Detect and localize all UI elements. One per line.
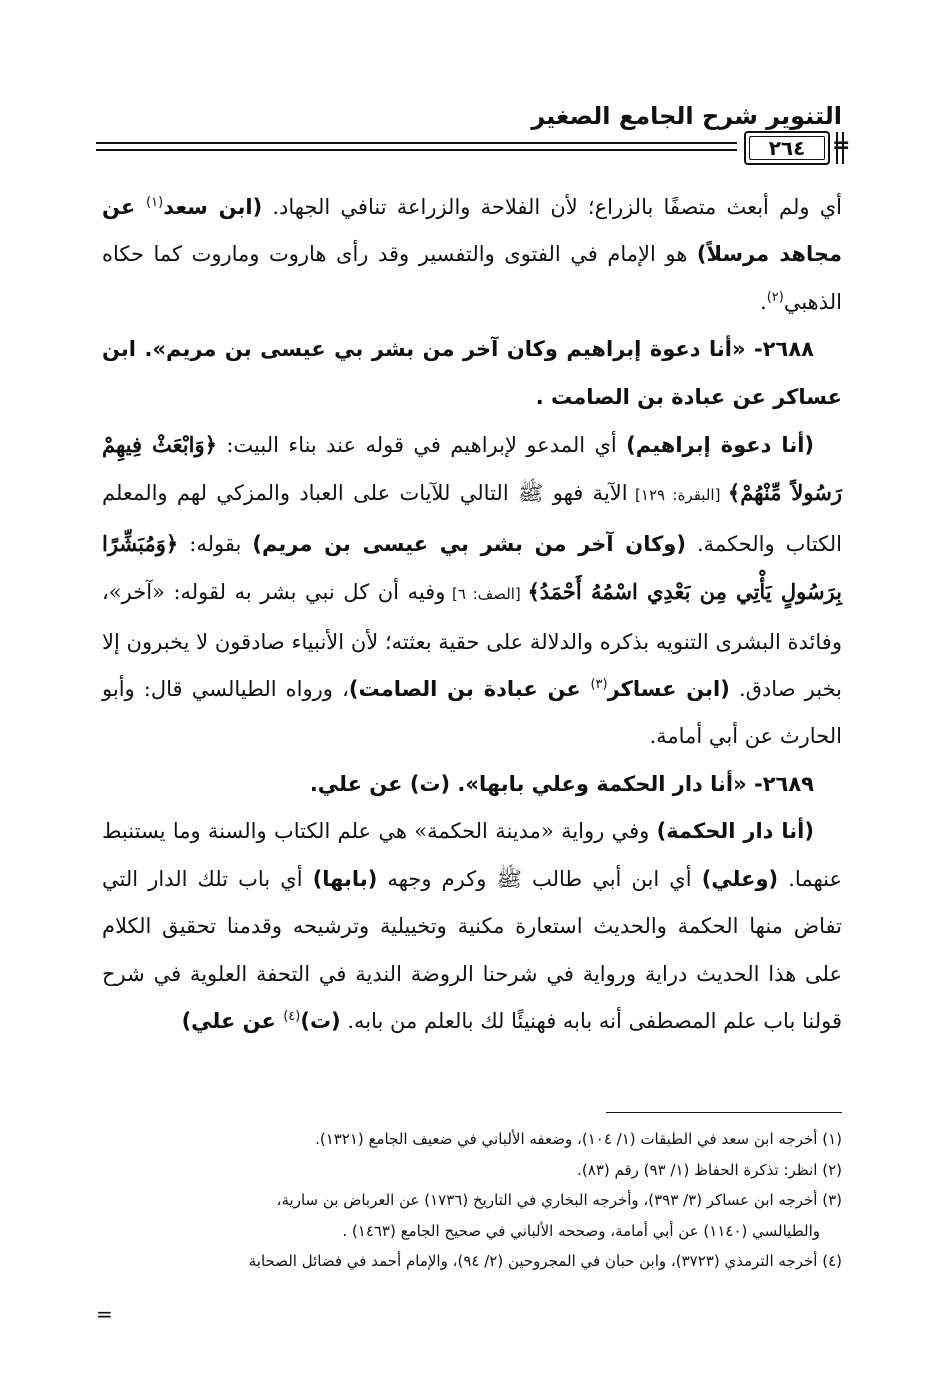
text-run: . (760, 289, 767, 314)
quran-verse: ﴿وَابْعَثْ فِيهِمْ رَسُولاً مِّنْهُمْ﴾ (102, 432, 842, 506)
text-run: هو الإمام في الفتوى والتفسير وقد رأى هاروت وماروت كما حكاه الذهبي (102, 242, 842, 314)
footnote-1: (١) أخرجه ابن سعد في الطبقات (١/ ١٠٤)، وضعفه الألباني في ضعيف الجامع (١٣٢١). (315, 1130, 842, 1148)
header-rule-bottom (96, 149, 737, 151)
footnote-3-continued: والطيالسي (١١٤٠) عن أبي أمامة، وصححه الألباني في صحيح الجامع (١٤٦٣) . (342, 1221, 820, 1240)
text-run: أي باب تلك الدار التي تفاض منها الحكمة والحديث استعارة مكنية وتخييلية وترشيحه وقدمنا تحقيق الكلام على هذا الحديث دراية ورواية في شرحنا الروضة الندية في التحفة العلوية في شرح قولنا باب علم المصطفى أنه بابه فهنيئًا لك بالعلم من بابه. (102, 866, 842, 1033)
footnote-ref-1: (١) (146, 195, 164, 210)
footnote-separator (606, 1112, 842, 1113)
verse-reference: [البقرة: ١٢٩] (627, 486, 728, 505)
paragraph-commentary-3 (102, 808, 842, 1045)
main-text (102, 184, 842, 1045)
hadith-2688: ٢٦٨٨- «أنا دعوة إبراهيم وكان آخر من بشر بي عيسى بن مريم». ابن عساكر عن عبادة بن الصامت . (102, 337, 842, 409)
quran-verse: ﴿وَمُبَشِّرًا بِرَسُولٍ يَأْتِي مِن بَعْدِي اسْمُهُ أَحْمَدُ﴾ (102, 530, 842, 605)
text-run: أي ابن أبي طالب ﷺ وكرم وجهه (377, 866, 702, 891)
footnote-ref-2: (٢) (766, 289, 784, 305)
paragraph-commentary-2 (102, 421, 842, 761)
footnote-ref-3: (٣) (590, 677, 608, 693)
header-rule-top (96, 142, 737, 144)
footnote-4: (٤) أخرجه الترمذي (٣٧٢٣)، وابن حبان في المجروحين (٢/ ٩٤)، والإمام أحمد في فضائل الصحابة (248, 1252, 842, 1270)
footnote-3: (٣) أخرجه ابن عساكر (٣/ ٣٩٣)، وأخرجه البخاري في التاريخ (١٧٣٦) عن العرباض بن سارية، (276, 1191, 842, 1209)
source-citation: (ت) (300, 1008, 341, 1033)
text-run: أي ولم أبعث متصفًا بالزراع؛ لأن الفلاحة والزراعة تنافي الجهاد. (262, 195, 842, 219)
text-run: أي المدعو لإبراهيم في قوله عند بناء البيت: (216, 433, 627, 458)
footnote-ref-4: (٤) (283, 1008, 301, 1024)
text-run: وفيه أن كل نبي بشر به لقوله: «آخر»، وفائدة البشرى التنويه بذكره والدلالة على حقية بعثته؛ لأن الأنبياء صادقون لا يخبرون إلا بخبر صادق. (102, 580, 842, 702)
running-header-title: التنوير شرح الجامع الصغير (531, 102, 842, 130)
quoted-phrase: (أنا دار الحكمة) (656, 819, 814, 844)
text-run: الآية فهو ﷺ التالي للآيات على العباد والمزكي لهم والمعلم الكتاب والحكمة. (102, 481, 842, 556)
quoted-phrase: (وكان آخر من بشر بي عيسى بن مريم) (252, 531, 686, 556)
source-citation: (ابن عساكر (607, 677, 730, 702)
page-number: ٢٦٤ (744, 131, 830, 165)
quoted-phrase: (وعلي) (701, 866, 779, 891)
source-citation: عن مجاهد مرسلاً) (102, 195, 842, 267)
source-citation: عن عبادة بن الصامت) (348, 677, 591, 702)
footnote-2: (٢) انظر: تذكرة الحفاظ (١/ ٩٣) رقم (٨٣). (577, 1160, 842, 1179)
hadith-2689: ٢٦٨٩- «أنا دار الحكمة وعلي بابها». (ت) عن علي. (309, 771, 814, 796)
text-run: بقوله: (178, 531, 253, 556)
source-citation: (ابن سعد (163, 195, 263, 219)
header-continuation-mark: = (832, 133, 851, 158)
text-run: ، ورواه الطيالسي قال: وأبو الحارث عن أبي أمامة. (102, 677, 842, 749)
quoted-phrase: (أنا دعوة إبراهيم) (626, 433, 815, 458)
source-citation: عن علي) (181, 1008, 284, 1033)
paragraph-commentary-1 (102, 184, 842, 326)
verse-reference: [الصف: ٦] (445, 585, 528, 604)
text-run: وفي رواية «مدينة الحكمة» هي علم الكتاب والسنة وما يستنبط عنهما. (102, 819, 843, 891)
footer-continuation-mark: = (96, 1302, 113, 1326)
quoted-phrase: (بابها) (312, 866, 378, 891)
footnotes (100, 1124, 842, 1277)
